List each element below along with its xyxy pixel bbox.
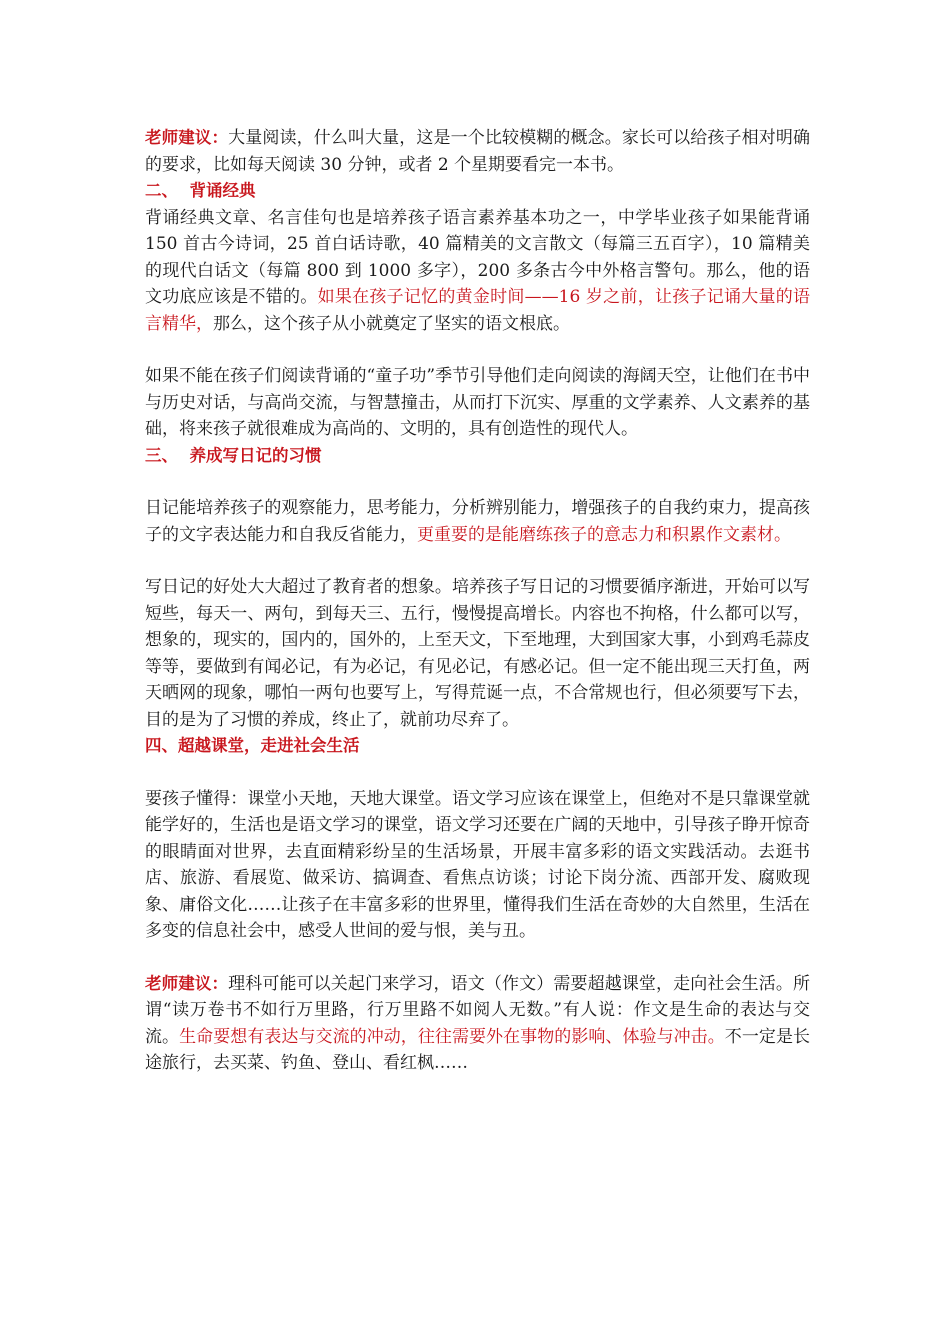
section-heading-3: 三、 养成写日记的习惯 (145, 445, 322, 465)
teacher-advice-paragraph-1 (145, 125, 810, 178)
teacher-advice-paragraph-2 (145, 971, 810, 1077)
paragraph-text: 日记能培养孩子的观察能力，思考能力，分析辨别能力，增强孩子的自我约束力，提高孩子的文字表达能力和自我反省能力， (145, 498, 810, 545)
highlight-text: 生命要想有表达与交流的冲动，往往需要外在事物的影响、体验与冲击。 (179, 1026, 725, 1047)
section-heading-2: 二、 背诵经典 (145, 181, 256, 200)
childhood-reading-paragraph: 如果不能在孩子们阅读背诵的“童子功”季节引导他们走向阅读的海阔天空，让他们在书中与历史对话，与高尚交流，与智慧撞击，从而打下沉实、厚重的文学素养、人文素养的基础，将来孩子就很难成为高尚的、文明的，具有创造性的现代人。 (145, 366, 810, 439)
document-page (145, 125, 810, 1077)
diary-habit-paragraph: 写日记的好处大大超过了教育者的想象。培养孩子写日记的习惯要循序渐进，开始可以写短些，每天一、两句，到每天三、五行，慢慢提高增长。内容也不拘格，什么都可以写，想象的，现实的，国内的，国外的，上至天文，下至地理，大到国家大事，小到鸡毛蒜皮等等，要做到有闻必记，有为必记，有见必记，有感必记。但一定不能出现三天打鱼，两天晒网的现象，哪怕一两句也要写上，写得荒诞一点，不合常规也行，但必须要写下去，目的是为了习惯的养成，终止了，就前功尽弃了。 (145, 577, 810, 730)
paragraph-tail: 那么，这个孩子从小就奠定了坚实的语文根底。 (213, 313, 570, 334)
highlight-text: 如果在孩子记忆的黄金时间——16 岁之前，让孩子记诵大量的语言精华， (145, 287, 810, 334)
teacher-advice-label: 老师建议： (145, 973, 229, 993)
paragraph-text: 大量阅读，什么叫大量，这是一个比较模糊的概念。家长可以给孩子相对明确的要求，比如每天阅读 30 分钟，或者 2 个星期要看完一本书。 (145, 128, 811, 175)
beyond-classroom-paragraph: 要孩子懂得：课堂小天地，天地大课堂。语文学习应该在课堂上，但绝对不是只靠课堂就能学好的，生活也是语文学习的课堂，语文学习还要在广阔的天地中，引导孩子睁开惊奇的眼睛面对世界，去直面精彩纷呈的生活场景，开展丰富多彩的语文实践活动。去逛书店、旅游、看展览、做采访、搞调查、看焦点访谈；讨论下岗分流、西部开发、腐败现象、庸俗文化……让孩子在丰富多彩的世界里，懂得我们生活在奇妙的大自然里，生活在多变的信息社会中，感受人世间的爱与恨，美与丑。 (145, 788, 810, 941)
highlight-text: 更重要的是能磨练孩子的意志力和积累作文素材。 (417, 524, 791, 545)
recitation-paragraph (145, 205, 810, 338)
paragraph-tail: 不一定是长途旅行，去买菜、钓鱼、登山、看红枫…… (145, 1026, 811, 1073)
paragraph-text: 理科可能可以关起门来学习，语文（作文）需要超越课堂，走向社会生活。所谓“读万卷书不如行万里路，行万里路不如阅人无数。”有人说：作文是生命的表达与交流。 (145, 973, 811, 1047)
diary-benefits-paragraph (145, 495, 810, 548)
teacher-advice-label: 老师建议： (145, 128, 229, 147)
paragraph-text: 背诵经典文章、名言佳句也是培养孩子语言素养基本功之一，中学毕业孩子如果能背诵 150 首古今诗词，25 首白话诗歌，40 篇精美的文言散文（每篇三五百字），10 篇精美的现代白话文（每篇 800 到 1000 多字），200 多条古今中外格言警句。那么，他的语文功底应该是不错的。 (145, 207, 810, 307)
section-heading-4: 四、超越课堂，走进社会生活 (145, 736, 360, 755)
